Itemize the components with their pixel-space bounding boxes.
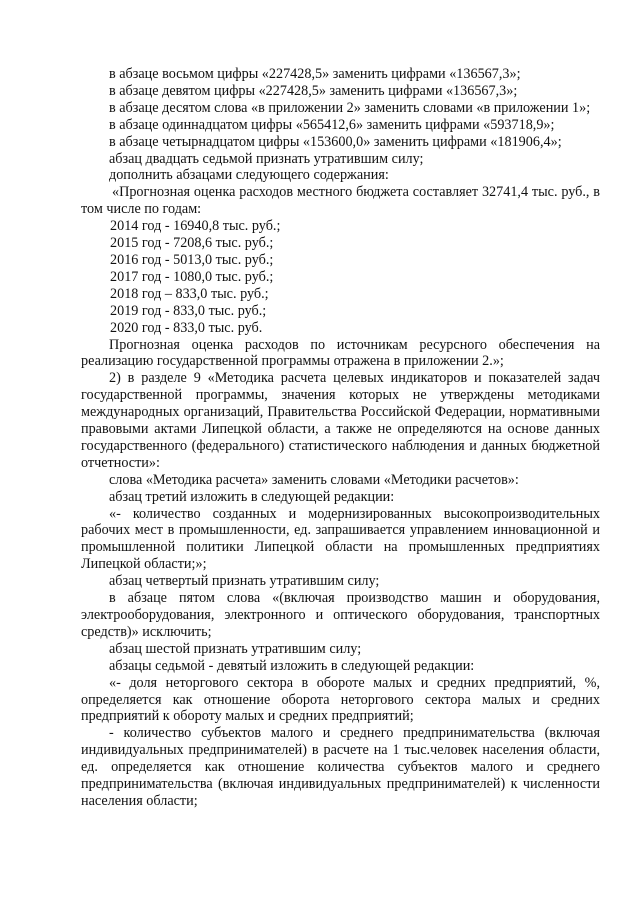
paragraph-12: абзац третий изложить в следующей редакции:: [109, 488, 395, 505]
paragraph-11: слова «Методика расчета» заменить словами «Методики расчетов»:: [109, 471, 519, 488]
paragraph-10: 2) в разделе 9 «Методика расчета целевых индикаторов и показателей задач государственной программы, значения которых не утверждены методиками международных организаций, Правительства Российской Федерации, нормативными правовыми актами Липецкой области, а также не определяются на основе данных государственного (федерального) статистического наблюдения и данных бюджетной отчетности»:: [81, 370, 600, 471]
year-line-2020: 2020 год - 833,0 тыс. руб.: [110, 319, 263, 336]
paragraph-5: в абзаце четырнадцатом цифры «153600,0» заменить цифрами «181906,4»;: [109, 133, 562, 150]
paragraph-19: - количество субъектов малого и среднего предпринимательства (включая индивидуальных предпринимателей) в расчете на 1 тыс.человек населения области, ед. определяется как отношение количества субъектов малого и среднего предпринимательства (включая индивидуальных предпринимателей) к численности населения области;: [81, 725, 600, 809]
year-line-2019: 2019 год - 833,0 тыс. руб.;: [110, 302, 267, 319]
paragraph-18: «- доля неторгового сектора в обороте малых и средних предприятий, %, определяется как отношение оборота неторгового сектора малых и средних предприятий к обороту малых и средних предприятий;: [81, 674, 600, 725]
paragraph-9: Прогнозная оценка расходов по источникам ресурсного обеспечения на реализацию государственной программы отражена в приложении 2.»;: [81, 336, 600, 370]
year-line-2016: 2016 год - 5013,0 тыс. руб.;: [110, 251, 274, 268]
paragraph-15: в абзаце пятом слова «(включая производство машин и оборудования, электрооборудования, электронного и оптического оборудования, транспортных средств)» исключить;: [81, 590, 600, 640]
paragraph-16: абзац шестой признать утратившим силу;: [109, 640, 362, 657]
paragraph-3: в абзаце десятом слова «в приложении 2» заменить словами «в приложении 1»;: [109, 99, 591, 116]
year-line-2017: 2017 год - 1080,0 тыс. руб.;: [110, 268, 274, 285]
paragraph-8: «Прогнозная оценка расходов местного бюджета составляет 32741,4 тыс. руб., в том числе по годам:: [81, 184, 600, 218]
paragraph-6: абзац двадцать седьмой признать утратившим силу;: [109, 150, 424, 167]
paragraph-2: в абзаце девятом цифры «227428,5» заменить цифрами «136567,3»;: [109, 82, 518, 99]
paragraph-4: в абзаце одиннадцатом цифры «565412,6» заменить цифрами «593718,9»;: [109, 116, 555, 133]
document-body: [81, 66, 600, 810]
year-line-2014: 2014 год - 16940,8 тыс. руб.;: [110, 218, 281, 235]
year-line-2015: 2015 год - 7208,6 тыс. руб.;: [110, 235, 274, 252]
paragraph-1: в абзаце восьмом цифры «227428,5» заменить цифрами «136567,3»;: [109, 66, 521, 82]
paragraph-13: «- количество созданных и модернизированных высокопроизводительных рабочих мест в промышленности, ед. запрашивается управлением инновационной и промышленной политики Липецкой области на промышленных предприятиях Липецкой области;»;: [81, 505, 600, 573]
year-line-2018: 2018 год – 833,0 тыс. руб.;: [110, 285, 269, 302]
paragraph-17: абзацы седьмой - девятый изложить в следующей редакции:: [109, 657, 475, 674]
paragraph-14: абзац четвертый признать утратившим силу;: [109, 573, 380, 590]
paragraph-7: дополнить абзацами следующего содержания:: [109, 167, 389, 184]
